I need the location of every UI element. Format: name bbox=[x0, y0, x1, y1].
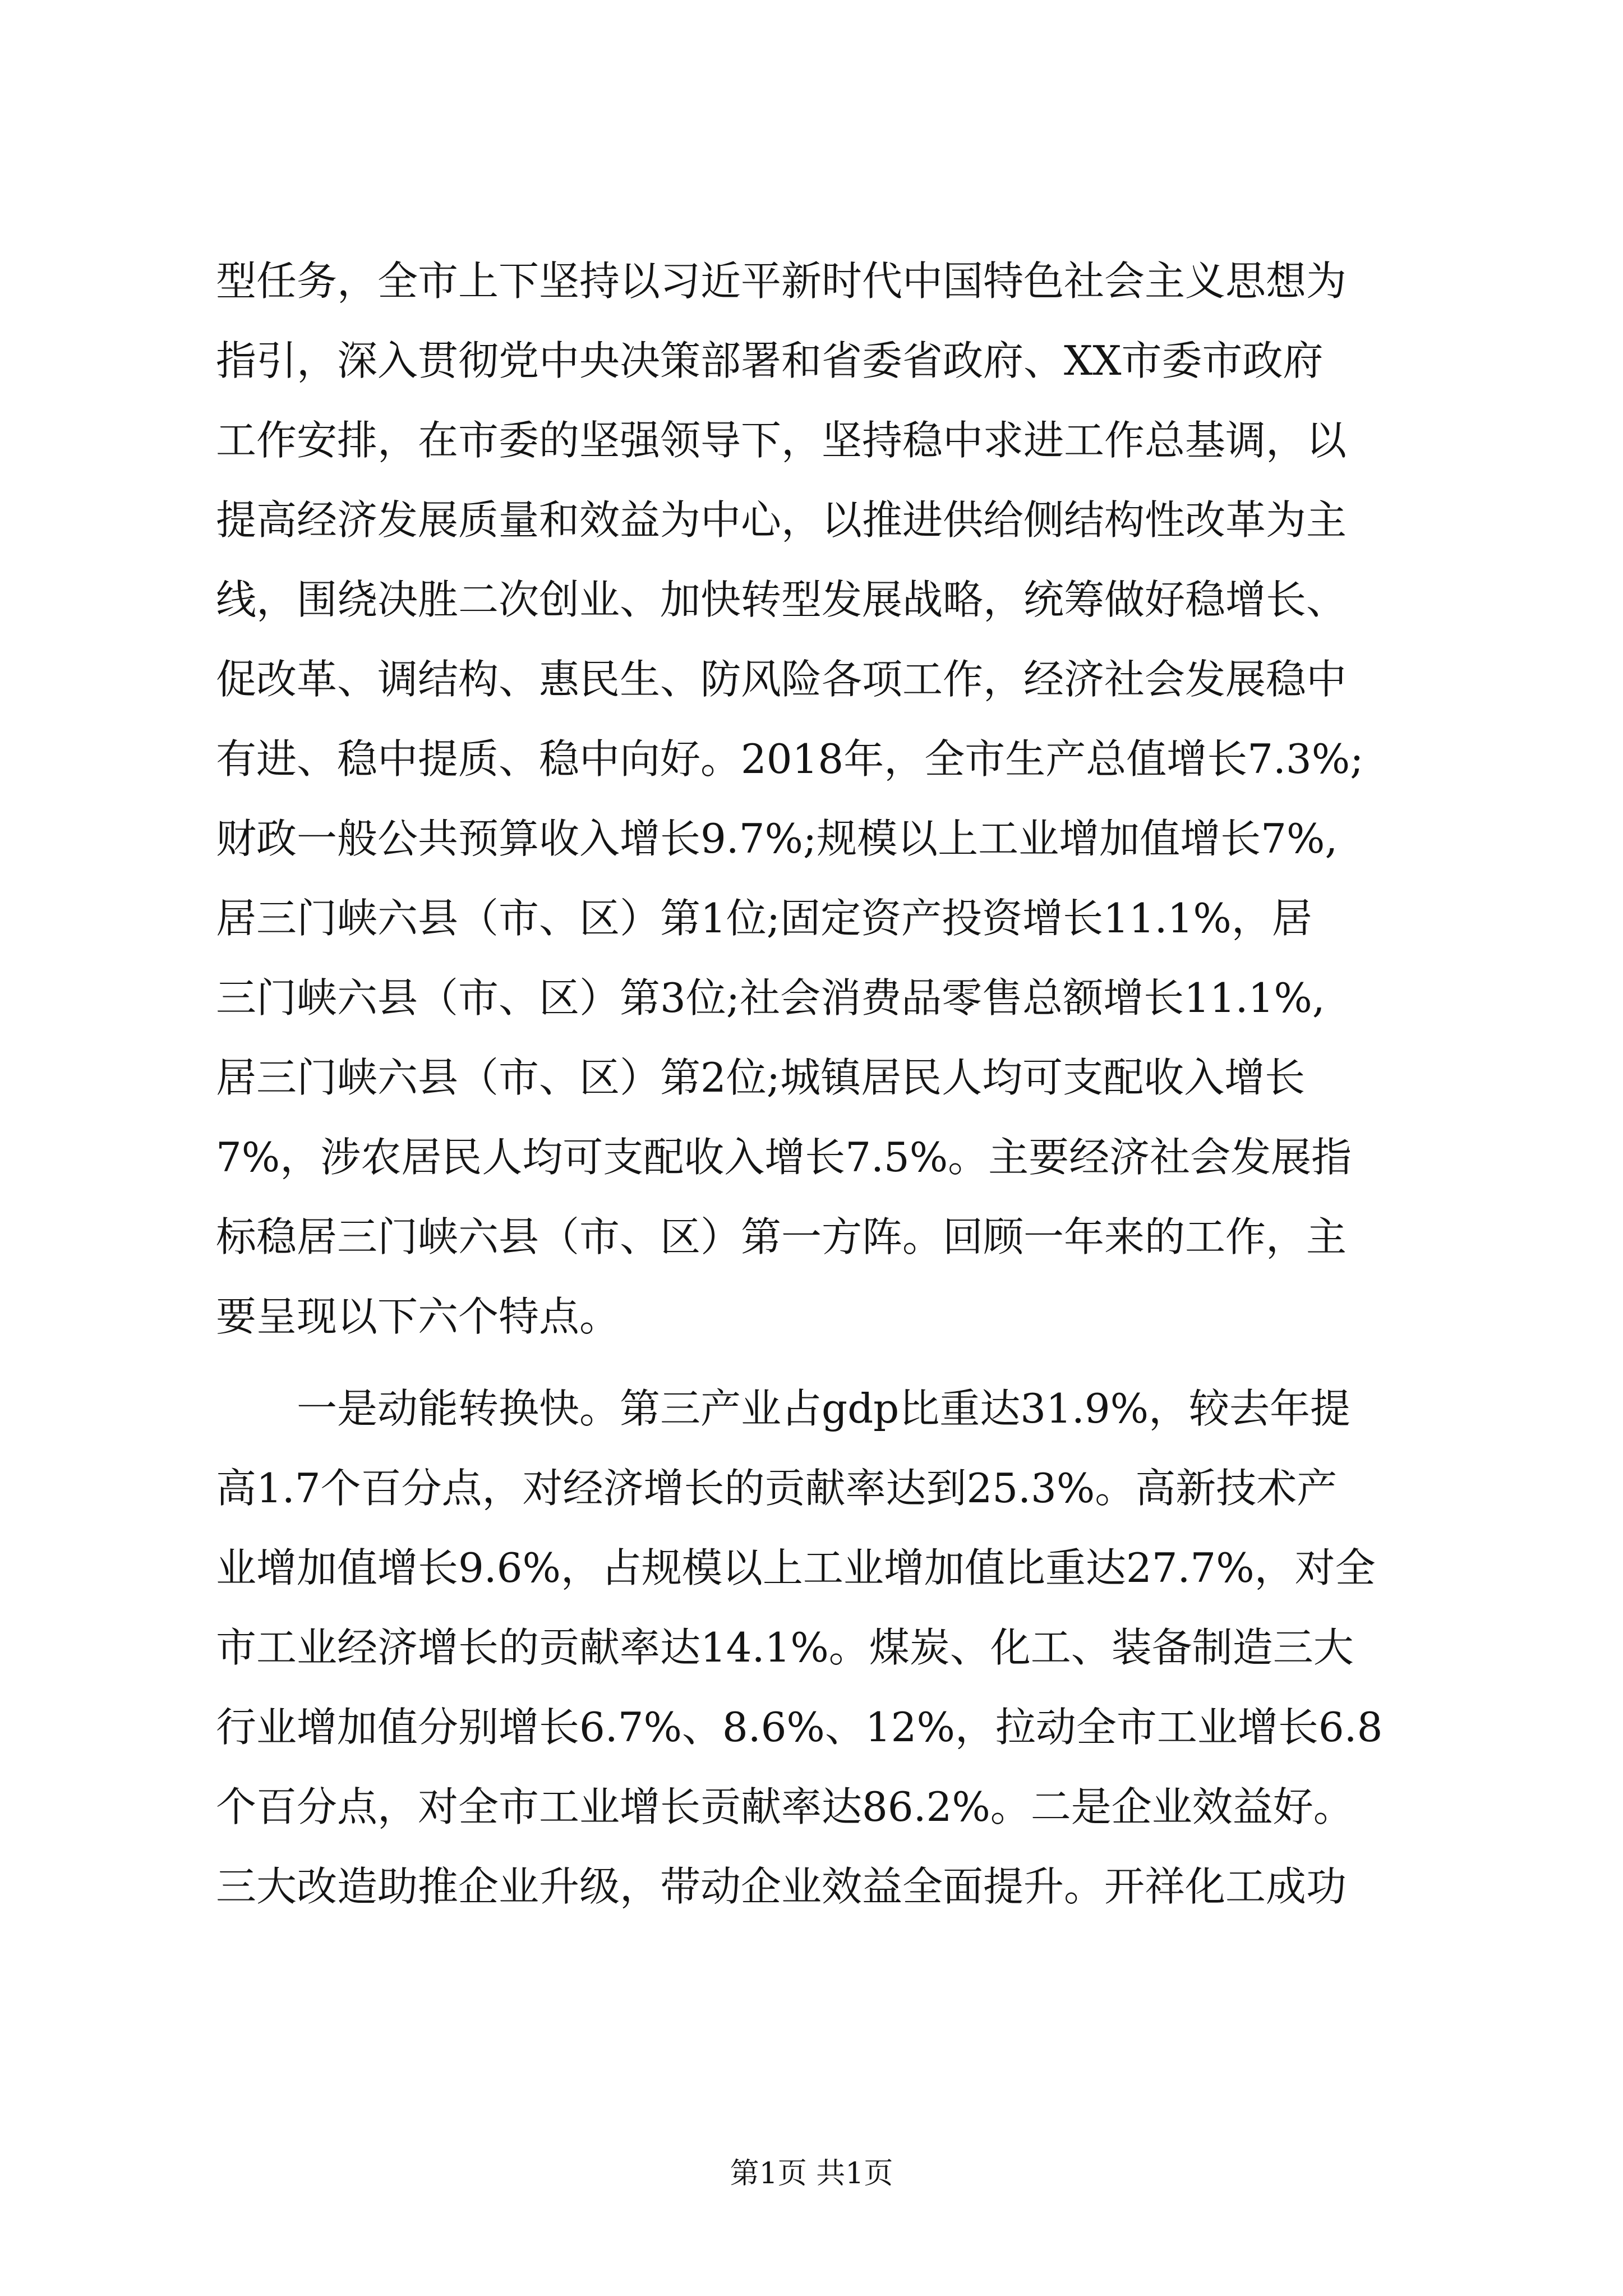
text-line: 市工业经济增长的贡献率达14.1%。煤炭、化工、装备制造三大 bbox=[216, 1624, 1354, 1671]
paragraph-2 bbox=[216, 1369, 1422, 1926]
text-line: 一是动能转换快。第三产业占gdp比重达31.9%，较去年提 bbox=[297, 1385, 1350, 1432]
text-line: 三门峡六县（市、区）第3位;社会消费品零售总额增长11.1%, bbox=[216, 974, 1325, 1022]
text-line: 高1.7个百分点，对经济增长的贡献率达到25.3%。高新技术产 bbox=[216, 1465, 1338, 1512]
text-line: 居三门峡六县（市、区）第2位;城镇居民人均可支配收入增长 bbox=[216, 1054, 1306, 1101]
paragraph-1 bbox=[216, 241, 1422, 1356]
text-line: 财政一般公共预算收入增长9.7%;规模以上工业增加值增长7%, bbox=[216, 815, 1338, 862]
text-line: 线，围绕决胜二次创业、加快转型发展战略，统筹做好稳增长、 bbox=[216, 576, 1347, 623]
document-body bbox=[216, 241, 1422, 1926]
text-line: 有进、稳中提质、稳中向好。2018年，全市生产总值增长7.3%; bbox=[216, 735, 1364, 783]
text-line: 标稳居三门峡六县（市、区）第一方阵。回顾一年来的工作，主 bbox=[216, 1213, 1347, 1260]
text-line: 提高经济发展质量和效益为中心，以推进供给侧结构性改革为主 bbox=[216, 496, 1347, 544]
text-line: 工作安排，在市委的坚强领导下，坚持稳中求进工作总基调，以 bbox=[216, 417, 1347, 464]
text-line: 业增加值增长9.6%，占规模以上工业增加值比重达27.7%，对全 bbox=[216, 1544, 1376, 1591]
page-number-footer: 第1页 共1页 bbox=[730, 2157, 893, 2191]
text-line: 三大改造助推企业升级，带动企业效益全面提升。开祥化工成功 bbox=[216, 1863, 1347, 1910]
text-line: 指引，深入贯彻党中央决策部署和省委省政府、XX市委市政府 bbox=[216, 337, 1324, 384]
text-line: 居三门峡六县（市、区）第1位;固定资产投资增长11.1%，居 bbox=[216, 895, 1312, 942]
text-line: 要呈现以下六个特点。 bbox=[216, 1293, 620, 1340]
text-line: 行业增加值分别增长6.7%、8.6%、12%，拉动全市工业增长6.8 bbox=[216, 1704, 1383, 1751]
text-line: 促改革、调结构、惠民生、防风险各项工作，经济社会发展稳中 bbox=[216, 656, 1347, 703]
text-line: 型任务，全市上下坚持以习近平新时代中国特色社会主义思想为 bbox=[216, 257, 1347, 305]
text-line: 7%，涉农居民人均可支配收入增长7.5%。主要经济社会发展指 bbox=[216, 1134, 1352, 1181]
text-line: 个百分点，对全市工业增长贡献率达86.2%。二是企业效益好。 bbox=[216, 1783, 1354, 1830]
